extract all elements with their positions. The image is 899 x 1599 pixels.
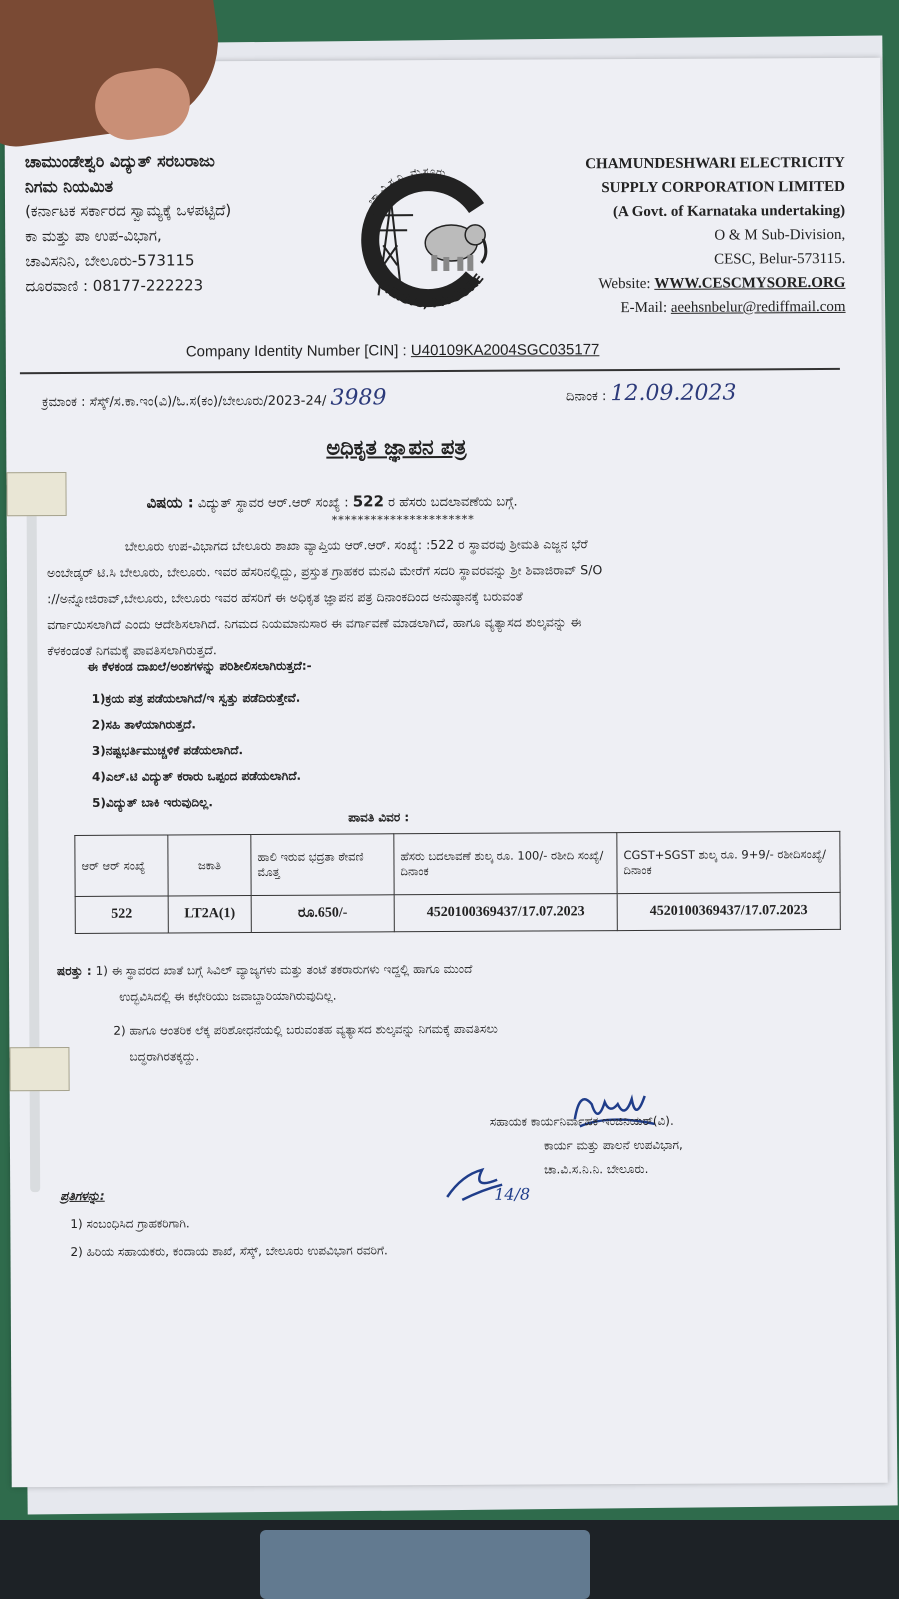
header-kannada [25, 148, 232, 299]
memo-body [47, 530, 843, 664]
subject-text-after: ರ ಹೆಸರು ಬದಲಾವಣೆಯ ಬಗ್ಗೆ. [388, 494, 518, 511]
payment-heading: ಪಾವತಿ ವಿವರ : [348, 810, 410, 825]
address-kn: ಚಾವಿಸನಿನಿ, ಬೇಲೂರು-573115 [25, 251, 195, 271]
table-header-cell: ಆರ್ ಆರ್ ಸಂಖ್ಯೆ [75, 835, 168, 896]
subject-line [147, 492, 518, 512]
initials-date-note: 14/8 [494, 1184, 531, 1204]
condition-1-line-2: ಉದ್ಭವಿಸಿದಲ್ಲಿ ಈ ಕಛೇರಿಯು ಜವಾಬ್ದಾರಿಯಾಗಿರುವುದಿಲ್ಲ. [119, 988, 337, 1004]
reference-handwritten-number: 3989 [330, 385, 387, 411]
subject-text-before: ವಿದ್ಯುತ್ ಸ್ಥಾವರ ಆರ್.ಆರ್ ಸಂಖ್ಯೆ : [197, 495, 349, 512]
phone-kn: ದೂರವಾಣಿ : 08177-222223 [25, 276, 204, 296]
copies-section [60, 1180, 388, 1266]
office-kn: ಕಾ ಮತ್ತು ಪಾ ಉಪ-ವಿಭಾಗ, [25, 226, 162, 246]
body-line: ://ಅನ್ನೋಜಿರಾವ್,ಬೇಲೂರು, ಬೇಲೂರು ಇವರ ಹೆಸರಿಗೆ ಈ ಅಧಿಕೃತ ಜ್ಞಾಪನ ಪತ್ರ ದಿನಾಂಕದಿಂದ ಅನುಷ್ಠಾನಕ್ಕೆ ಬರುವಂತೆ [47, 588, 523, 607]
conditions [57, 956, 498, 1070]
reference-label: ಕ್ರಮಾಂಕ : ಸೆಸ್ಕ್/ಸ.ಕಾ.ಇಂ(ವಿ)/ಓ.ಸ(ಕಂ)/ಬೇಲೂರು/2023-24/ [42, 393, 327, 411]
body-line: ಬೇಲೂರು ಉಪ-ವಿಭಾಗದ ಬೇಲೂರು ಶಾಖಾ ವ್ಯಾಪ್ತಿಯ ಆರ್.ಆರ್. ಸಂಖ್ಯೆ: :522 ರ ಸ್ಥಾವರವು ಶ್ರೀಮತಿ ಎಜ್ಜನ ಭೆರೆ [124, 536, 588, 554]
subject-label: ವಿಷಯ : [146, 493, 194, 512]
body-line: ಅಂಬೇಡ್ಕರ್ ಟಿ.ಸಿ ಬೇಲೂರು, ಬೇಲೂರು. ಇವರ ಹೆಸರಿನಲ್ಲಿದ್ದು, ಪ್ರಸ್ತುತ ಗ್ರಾಹಕರ ಮನವಿ ಮೇರೆಗೆ ಸದರಿ ಸ್ಥಾವರವನ್ನು ಶ್ರೀ ಶಿವಾಜಿರಾವ್ S/O [46, 562, 603, 581]
document-item: 2)ಸಹಿ ತಾಳೆಯಾಗಿರುತ್ತದೆ. [91, 717, 196, 732]
copy-item: 1) ಸಂಬಂಧಿಸಿದ ಗ್ರಾಹಕರಿಗಾಗಿ. [70, 1216, 190, 1231]
table-header-row [75, 831, 840, 896]
body-line: ವರ್ಗಾಯಿಸಲಾಗಿದೆ ಎಂದು ಆದೇಶಿಸಲಾಗಿದೆ. ನಿಗಮದ ನಿಯಮಾನುಸಾರ ಈ ವರ್ಗಾವಣೆ ಮಾಡಲಾಗಿದೆ, ಹಾಗೂ ವ್ಯತ್ಯಾಸದ ಶುಲ್ಕವನ್ನು ಈ [47, 614, 582, 633]
website-link[interactable]: WWW.CESCMYSORE.ORG [654, 274, 846, 292]
table-cell-rr: 522 [75, 896, 168, 933]
govt-kn: (ಕರ್ನಾಟಕ ಸರ್ಕಾರದ ಸ್ವಾಮ್ಯಕ್ಕೆ ಒಳಪಟ್ಟಿದೆ) [25, 201, 232, 221]
background-cloth [260, 1530, 590, 1599]
cin-line [186, 341, 600, 360]
binder-clip [6, 472, 66, 516]
signatory-office: ಕಾರ್ಯ ಮತ್ತು ಪಾಲನೆ ಉಪವಿಭಾಗ, [543, 1137, 683, 1153]
document-title: ಅಧಿಕೃತ ಜ್ಞಾಪನ ಪತ್ರ [326, 434, 467, 460]
org-name-kn-2: ನಿಗಮ ನಿಯಮಿತ [24, 176, 114, 197]
memo-date [566, 380, 737, 406]
logo-top-text: ಚಾ.ವಿ.ಸ.ನಿ. ಮೈಸೂರು [364, 165, 447, 208]
website-label: Website: [598, 275, 651, 293]
govt-en: (A Govt. of Karnataka undertaking) [612, 202, 846, 221]
table-header-cell: ಹೆಸರು ಬದಲಾವಣೆ ಶುಲ್ಕ ರೂ. 100/- ರಶೀದಿ ಸಂಖ್ಯೆ/ದಿನಾಂಕ [394, 833, 617, 895]
conditions-label: ಷರತ್ತು : [56, 963, 92, 979]
copy-item: 2) ಹಿರಿಯ ಸಹಾಯಕರು, ಕಂದಾಯ ಶಾಖೆ, ಸೆಸ್ಕ್, ಬೇಲೂರು ಉಪವಿಭಾಗ ರವರಿಗೆ. [70, 1243, 388, 1259]
document-item: 1)ಕ್ರಯ ಪತ್ರ ಪಡೆಯಲಾಗಿದೆ/ಇ ಸ್ವತ್ತು ಪಡೆದಿರುತ್ತೇವೆ. [91, 690, 301, 706]
memo-document [4, 58, 887, 1488]
copies-label: ಪ್ರತಿಗಳನ್ನು: [60, 1188, 105, 1204]
table-header-cell: ಹಾಲಿ ಇರುವ ಭದ್ರತಾ ಠೇವಣಿ ಮೊತ್ತ [251, 834, 394, 896]
signatory-designation: ಸಹಾಯಕ ಕಾರ್ಯನಿರ್ವಾಹಕ ಇಂಜಿನಿಯರ್(ವಿ). [489, 1113, 674, 1129]
condition-text: 1) ಈ ಸ್ಥಾವರದ ಖಾತೆ ಬಗ್ಗೆ ಸಿವಿಲ್ ವ್ಯಾಜ್ಯಗಳು ಮತ್ತು ತಂಟೆ ತಕರಾರುಗಳು ಇದ್ದಲ್ಲಿ ಹಾಗೂ ಮುಂದೆ [95, 961, 473, 978]
body-line: ಕೆಳಕಂಡಂತೆ ನಿಗಮಕ್ಕೆ ಪಾವತಿಸಲಾಗಿರುತ್ತದೆ. [47, 642, 217, 659]
document-item: 4)ಎಲ್.ಟಿ ವಿದ್ಯುತ್ ಕರಾರು ಒಪ್ಪಂದ ಪಡೆಯಲಾಗಿದೆ. [91, 768, 302, 784]
table-cell-deposit: ರೂ.650/- [251, 895, 394, 933]
condition-2-line-2: ಬದ್ಧರಾಗಿರತಕ್ಕದ್ದು. [129, 1049, 200, 1064]
email-label: E-Mail: [620, 299, 668, 317]
date-label: ದಿನಾಂಕ : [565, 389, 607, 405]
org-name-en-2: SUPPLY CORPORATION LIMITED [601, 178, 845, 197]
subject-rr-number: 522 [352, 492, 385, 511]
handwritten-initials [442, 1155, 532, 1205]
document-item: 5)ವಿದ್ಯುತ್ ಬಾಕಿ ಇರುವುದಿಲ್ಲ. [92, 795, 213, 810]
email-line [526, 295, 846, 321]
payment-table [74, 831, 841, 934]
org-name-en-1: CHAMUNDESHWARI ELECTRICITY [585, 154, 845, 173]
table-header-cell: CGST+SGST ಶುಲ್ಕ ರೂ. 9+9/- ರಶೀದಿಸಂಖ್ಯೆ/ದಿನಾಂಕ [617, 831, 840, 893]
table-header-cell: ಜಕಾತಿ [168, 835, 251, 896]
table-cell-gst-receipt: 4520100369437/17.07.2023 [617, 892, 840, 930]
website-line [525, 271, 845, 297]
date-handwritten: 12.09.2023 [610, 380, 737, 407]
table-cell-name-change-receipt: 4520100369437/17.07.2023 [394, 894, 617, 932]
cesc-logo [343, 155, 514, 326]
address-en: CESC, Belur-573115. [714, 250, 846, 268]
documents-list [92, 685, 302, 816]
reference-number [42, 385, 387, 412]
org-name-kn-1: ಚಾಮುಂಡೇಶ್ವರಿ ವಿದ್ಯುತ್ ಸರಬರಾಜು [24, 151, 215, 172]
condition-1-line-1 [57, 956, 498, 984]
header-english [525, 151, 846, 321]
document-item: 3)ನಷ್ಟಭರ್ತಿಮುಚ್ಚಳಿಕೆ ಪಡೆಯಲಾಗಿದೆ. [91, 743, 244, 758]
documents-heading: ಈ ಕೆಳಕಂಡ ದಾಖಲೆ/ಅಂಶಗಳನ್ನು ಪರಿಶೀಲಿಸಲಾಗಿರುತ್ತದೆ:- [87, 658, 312, 674]
condition-2-line-1: 2) ಹಾಗೂ ಆಂತರಿಕ ಲೆಕ್ಕ ಪರಿಶೋಧನೆಯಲ್ಲಿ ಬರುವಂತಹ ವ್ಯತ್ಯಾಸದ ಶುಲ್ಕವನ್ನು ನಿಗಮಕ್ಕೆ ಪಾವತಿಸಲು [113, 1021, 498, 1038]
separator-stars: ********************** [331, 512, 475, 527]
cin-value: U40109KA2004SGC035177 [410, 341, 600, 360]
header-divider [20, 368, 840, 374]
table-cell-tariff: LT2A(1) [168, 896, 251, 933]
email-link[interactable]: aeehsnbelur@rediffmail.com [670, 298, 846, 316]
logo-bottom-text: C.E.S.C, MYSORE [374, 271, 488, 312]
cin-label: Company Identity Number [CIN] : [185, 342, 407, 361]
table-row [75, 892, 840, 933]
signatory-org: ಚಾ.ವಿ.ಸ.ನಿ.ನಿ. ಬೇಲೂರು. [544, 1161, 649, 1177]
office-en: O & M Sub-Division, [714, 226, 846, 244]
